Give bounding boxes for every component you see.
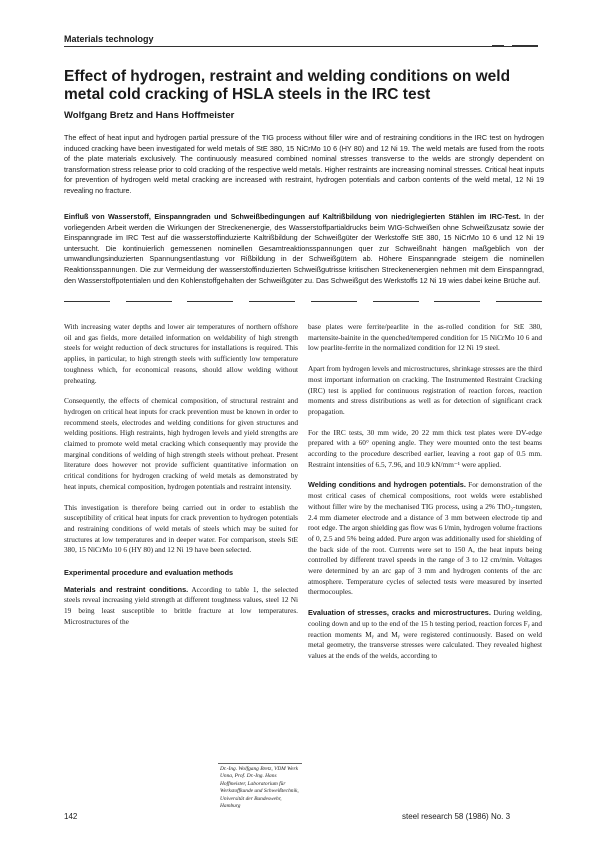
right-column [308, 322, 542, 672]
paragraph-text: During welding, cooling down and up to the end of the 15 h testing period, reaction forces Fᵧ and reaction moments Mᵧ and Mᵧ were registered continuously. Based on weld metal geometry, the transverse stresses were calculated. They revealed highest values at the ends of the welds, according to [308, 608, 542, 660]
paragraph-text: According to table 1, the selected steels reveal increasing yield strength at different toughness values, steel 12 Ni 19 being least susceptible to brittle fracture at low temperatures. Microstructures of the [64, 584, 298, 626]
header-tick [512, 45, 538, 46]
abstract-german-heading: Einfluß von Wasserstoff, Einspanngraden und Schweißbedingungen auf Kaltrißbildung von niedriglegierten Stählen im IRC-Test. [64, 212, 521, 221]
run-in-heading: Evaluation of stresses, cracks and microstructures. [308, 608, 491, 618]
paragraph: Consequently, the effects of chemical composition, of structural restraint and hydrogen on critical heat inputs for crack prevention must be known in order to recommend steels, electrodes and welding conditions for given structures and welding positions. High restraints, high hydrogen levels and yield strengths are claimed to promote weld metal cracking which consequently may provide the marginal conditions of welding of high strength steels without preheat. Present literature does however not provide sufficient quantitative information on critical conditions for hydrogen cracking of weld metals as demonstrated by heat inputs, chemical composition, hydrogen potentials and restraint intensity. [64, 396, 298, 491]
paragraph [64, 585, 298, 628]
article-title: Effect of hydrogen, restraint and welding conditions on weld metal cold cracking of HSLA steels in the IRC test [64, 68, 511, 103]
paragraph [308, 480, 542, 598]
article-authors: Wolfgang Bretz and Hans Hoffmeister [64, 110, 235, 121]
paragraph: This investigation is therefore being carried out in order to establish the susceptibility of critical heat inputs for crack prevention to hydrogen potentials and restraining conditions of weld metals of steels which may be suited for structures at low temperatures and in deeper water. For comparison, steels StE 380, 15 NiCrMo 10 6 (HY 80) and 12 Ni 19 have been selected. [64, 502, 298, 555]
abstract-german-text: In der vorliegenden Arbeit werden die Wirkungen der Streckenenergie, des Wasserstoffpartialdrucks beim WIG-Schweißen ohne Schweißzusatz sowie der Einspanngrade im IRC Test auf die wasserstoffinduzierte Kaltrißbildung der Schweißgüter der Werkstoffe StE 380, 15 NiCrMo 10 6 und 12 Ni 19 untersucht. Die kontinuierlich gemessenen nominellen Gesamtreaktionsspannungen quer zur Schweißnaht hängen maßgeblich von der umwandlungsinduzierten Spannungsentlastung vor Rißbildung in der Schweißgütern ab. Höhere Einspanngrade steigern die nominellen Reaktionsspannungen. Die zur Vermeidung der wasserstoffinduzierten Schweißgutrisse kritischen Streckenenergien nehmen mit dem Einspanngrad, den Wasserstoffpotentialen und den Kohlenstoffgehalten der Schweißgüter zu. Das Schweißgut des Werkstoffs 12 Ni 19 wies dabei keine Brüche auf. [64, 212, 544, 285]
abstract-german [64, 212, 544, 286]
section-heading: Experimental procedure and evaluation methods [64, 568, 234, 578]
author-affiliation: Dr.-Ing. Wolfgang Bretz, VDM Werk Unna, Prof. Dr.-Ing. Hans Hoffmeister, Laboratorium für Werkstoffkunde und Schweißtechnik, Universität der Bundeswehr, Hamburg [220, 766, 299, 810]
header-rule [64, 46, 538, 47]
paragraph: base plates were ferrite/pearlite in the as-rolled condition for StE 380, martensite-bainite in the quenched/tempered condition for 15 NiCrMo 10 6 and low pearlite-ferrite in the normalized condition for 12 Ni 19 steel. [308, 322, 542, 353]
journal-footer: steel research 58 (1986) No. 3 [402, 812, 511, 821]
abstract-english: The effect of heat input and hydrogen partial pressure of the TIG process without filler wire and of restraining conditions in the IRC test on hydrogen induced cracking have been investigated for weld metals of StE 380, 15 NiCrMo 10 6 (HY 80) and 12 Ni 19. The weld metals are fused from the roots of the plate materials exclusively. The continuously measured combined nominal stresses transverse to the welds are strongly dependent on transformation stress release prior to cold cracking of the respective weld metals. Higher restraints are increasing nominal stresses. Critical heat inputs for prevention of hydrogen weld metal cracking are increased with restraint, hydrogen potentials and carbon contents of the weld metal, 12 Ni 19 revealing no fracture. [64, 133, 544, 195]
run-in-heading: Materials and restraint conditions. [64, 584, 189, 594]
section-header: Materials technology [64, 34, 154, 44]
run-in-heading: Welding conditions and hydrogen potentials. [308, 480, 466, 490]
page-number: 142 [64, 812, 78, 821]
paragraph: With increasing water depths and lower air temperatures of northern offshore oil and gas fields, more detailed information on weldability of high strength steels for weight reduction of deck structures for installations is required. This applies, in particular, to high strength steels with sufficiently low temperature toughness which, for economical reasons, should allow welding without preheating. [64, 322, 298, 385]
paragraph-text: For demonstration of the most critical cases of chemical compositions, root welds were established without filler wire by the mechanised TIG process, using a 2% ThO₂-tungsten, 2.4 mm diameter electrode and a distance of 3 mm between electrode tip and root edge. The argon shielding gas flow was 6 l/min, hydrogen volume fractions of 0, 2.5 and 5% being added. Pure argon was additionally used for shielding of the back side of the root. Currents were set to 150 A, the heat inputs being controlled by different travel speeds in the range of 3 to 12 cm/min. Voltages were determined by an arc gap of 3 mm and hydrogen contents of the arc atmosphere. Temperature cycles of selected tests were measured by inserted thermocouples. [308, 480, 542, 597]
left-column [64, 322, 298, 638]
affiliation-rule [218, 763, 302, 764]
paragraph: For the IRC tests, 30 mm wide, 20 22 mm thick test plates were DV-edge prepared with a 60° opening angle. They were mounted onto the test beams according to the procedure described earlier, leaving a root gap of 0.5 mm. Restraint intensities of 6.5, 7.96, and 10.9 kN/mm⁻¹ were applied. [308, 427, 542, 469]
paragraph: Apart from hydrogen levels and microstructures, shrinkage stresses are the third most important information on cracking. The Instrumented Restraint Cracking (IRC) test is applied for continuous registration of reaction forces, reaction moments and stress distributions as well as for detection of significant crack propagation. [308, 364, 542, 416]
paragraph [308, 608, 542, 662]
header-tick [492, 45, 504, 46]
separator-dashes [64, 301, 542, 302]
